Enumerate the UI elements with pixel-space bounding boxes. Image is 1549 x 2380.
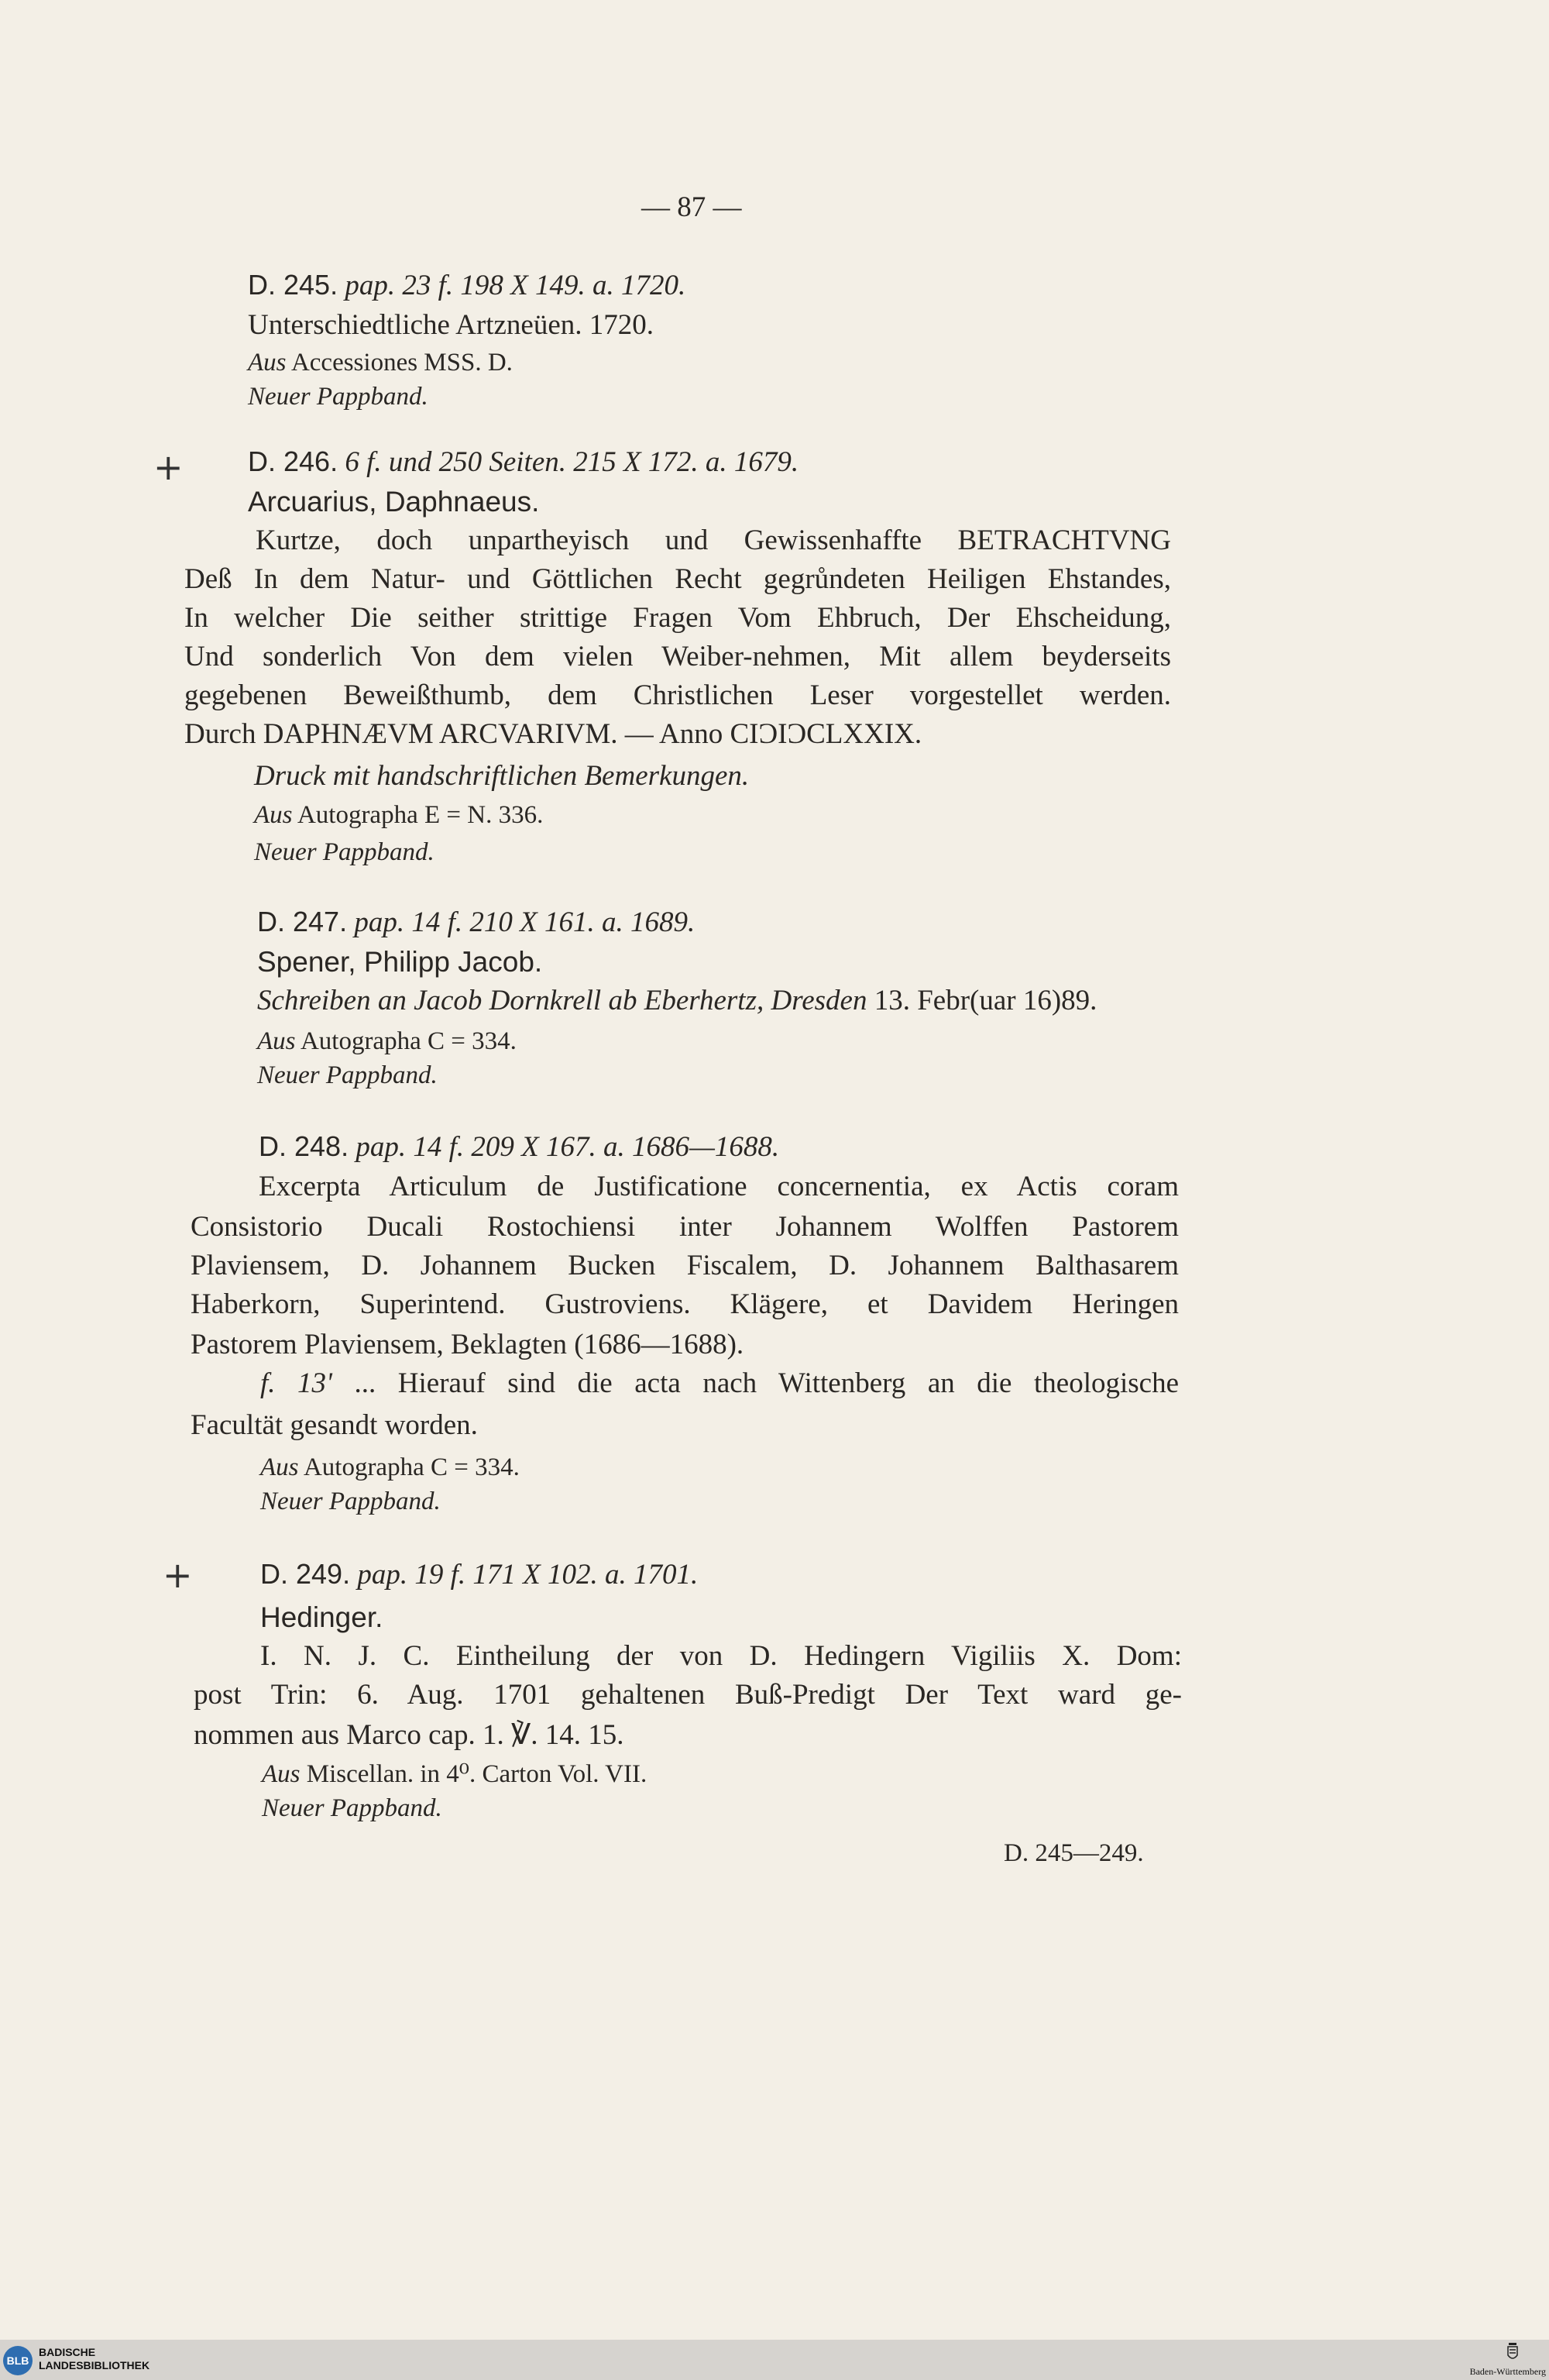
entry-binding: Neuer Pappband.	[254, 838, 434, 866]
entry-title-line: gegebenen Beweißthumb, dem Christlichen Leser vorgestellet werden.	[184, 679, 1171, 711]
entry-id: D. 249.	[260, 1558, 351, 1590]
provenance-text: Accessiones MSS. D.	[290, 349, 513, 377]
blb-logo[interactable]: BLB	[3, 2346, 33, 2375]
entry-binding: Neuer Pappband.	[262, 1794, 442, 1822]
entry-meta: 6 f. und 250 Seiten. 215 X 172. a. 1679.	[345, 446, 799, 478]
institution-line: LANDESBIBLIOTHEK	[39, 2359, 150, 2371]
provenance-text: Autographa C = 334.	[303, 1453, 520, 1481]
entry-header	[257, 905, 695, 940]
region-label: Baden-Württemberg	[1469, 2366, 1546, 2377]
entry-header	[260, 1557, 698, 1592]
entry-provenance	[254, 798, 543, 832]
range-footer: D. 245—249.	[1004, 1839, 1144, 1867]
entry-title-line: Haberkorn, Superintend. Gustroviens. Klägere, et Davidem Heringen	[191, 1288, 1179, 1320]
entry-meta: pap. 23 f. 198 X 149. a. 1720.	[345, 270, 686, 301]
aus-label: Aus	[254, 801, 293, 829]
title-date: 13. Febr(uar 16)89.	[874, 985, 1097, 1016]
entry-title-line: Excerpta Articulum de Justificatione concernentia, ex Actis coram	[259, 1171, 1179, 1202]
entry-meta: pap. 14 f. 210 X 161. a. 1689.	[354, 906, 696, 938]
folio-reference: f. 13'	[260, 1367, 332, 1399]
title-italic: Schreiben an Jacob Dornkrell ab Eberhertz, Dresden	[257, 985, 867, 1016]
entry-title-line: Deß In dem Natur- und Göttlichen Recht gegrůndeten Heiligen Ehstandes,	[184, 563, 1171, 595]
entry-author: Spener, Philipp Jacob.	[257, 946, 543, 978]
entry-header	[248, 268, 685, 303]
entry-id: D. 248.	[259, 1130, 349, 1162]
entry-title-line: Durch DAPHNÆVM ARCVARIVM. — Anno CIƆIƆCLXXIX.	[184, 718, 922, 750]
entry-excerpt-line: Facultät gesandt worden.	[191, 1409, 478, 1441]
aus-label: Aus	[257, 1027, 296, 1055]
page-number: — 87 —	[641, 191, 742, 223]
entry-provenance	[257, 1024, 517, 1058]
provenance-text: Autographa E = N. 336.	[297, 801, 544, 829]
entry-title-line: Pastorem Plaviensem, Beklagten (1686—1688).	[191, 1329, 744, 1360]
entry-binding: Neuer Pappband.	[257, 1061, 438, 1089]
entry-author: Hedinger.	[260, 1601, 383, 1633]
entry-title-line: nommen aus Marco cap. 1. ℣. 14. 15.	[194, 1719, 624, 1751]
entry-marker: +	[163, 1554, 193, 1596]
entry-author: Arcuarius, Daphnaeus.	[248, 486, 540, 518]
entry-provenance	[262, 1757, 647, 1791]
coat-of-arms-icon	[1507, 2343, 1518, 2363]
viewer-footer-bar	[0, 2340, 1549, 2380]
entry-meta: pap. 14 f. 209 X 167. a. 1686—1688.	[355, 1131, 780, 1163]
entry-header	[259, 1130, 779, 1164]
entry-title-line: Kurtze, doch unpartheyisch und Gewissenhaffte BETRACHTVNG	[256, 524, 1171, 556]
entry-provenance	[260, 1450, 520, 1484]
entry-title-line: post Trin: 6. Aug. 1701 gehaltenen Buß-Predigt Der Text ward ge-	[194, 1679, 1182, 1711]
entry-id: D. 246.	[248, 445, 338, 477]
entry-note: Druck mit handschriftlichen Bemerkungen.	[254, 760, 750, 792]
entry-id: D. 245.	[248, 269, 338, 301]
entry-header	[248, 445, 799, 480]
aus-label: Aus	[262, 1760, 301, 1788]
entry-title-line: Consistorio Ducali Rostochiensi inter Johannem Wolffen Pastorem	[191, 1211, 1179, 1243]
entry-title-line: Und sonderlich Von dem vielen Weiber-nehmen, Mit allem beyderseits	[184, 641, 1171, 672]
entry-title: Unterschiedtliche Artzneüen. 1720.	[248, 309, 654, 341]
entry-meta: pap. 19 f. 171 X 102. a. 1701.	[357, 1559, 699, 1591]
institution-name	[39, 2346, 149, 2372]
entry-title-line: I. N. J. C. Eintheilung der von D. Hedingern Vigiliis X. Dom:	[260, 1640, 1182, 1672]
entry-binding: Neuer Pappband.	[248, 383, 428, 411]
entry-provenance	[248, 346, 513, 380]
excerpt-text: ... Hierauf sind die acta nach Wittenberg an die theologische	[354, 1367, 1180, 1399]
provenance-text: Autographa C = 334.	[300, 1027, 517, 1055]
entry-title	[257, 984, 1097, 1018]
aus-label: Aus	[248, 349, 287, 377]
provenance-text: Miscellan. in 4⁰. Carton Vol. VII.	[306, 1760, 647, 1788]
entry-id: D. 247.	[257, 906, 348, 937]
entry-binding: Neuer Pappband.	[260, 1488, 441, 1515]
entry-title-line: Plaviensem, D. Johannem Bucken Fiscalem, D. Johannem Balthasarem	[191, 1250, 1179, 1281]
entry-excerpt-line	[260, 1367, 1179, 1401]
entry-marker: +	[153, 446, 184, 488]
institution-line: BADISCHE	[39, 2346, 96, 2358]
aus-label: Aus	[260, 1453, 299, 1481]
entry-title-line: In welcher Die seither strittige Fragen Vom Ehbruch, Der Ehscheidung,	[184, 602, 1171, 634]
